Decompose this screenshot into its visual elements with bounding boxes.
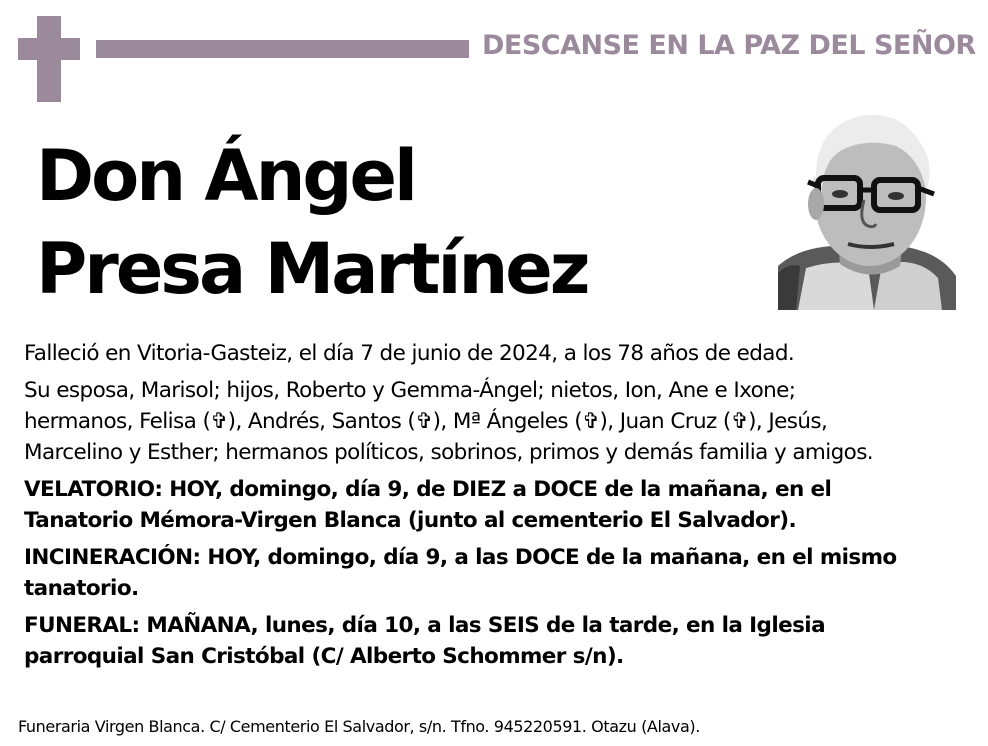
family-paragraph — [24, 375, 964, 468]
deceased-name — [36, 130, 588, 316]
death-notice-text: Falleció en Vitoria-Gasteiz, el día 7 de junio de 2024, a los 78 años de edad. — [24, 341, 795, 366]
funeral-line-1: FUNERAL: MAÑANA, lunes, día 10, a las SEIS de la tarde, en la Iglesia — [24, 613, 825, 638]
funeral-paragraph — [24, 610, 964, 672]
funeral-line-2: parroquial San Cristóbal (C/ Alberto Schommer s/n). — [24, 644, 624, 669]
cremation-line-1: INCINERACIÓN: HOY, domingo, día 9, a las DOCE de la mañana, en el mismo — [24, 545, 897, 570]
header-motto: DESCANSE EN LA PAZ DEL SEÑOR — [482, 30, 976, 61]
wake-line-1: VELATORIO: HOY, domingo, día 9, de DIEZ a DOCE de la mañana, en el — [24, 477, 832, 502]
cremation-paragraph — [24, 542, 964, 604]
family-line-1: Su esposa, Marisol; hijos, Roberto y Gemma-Ángel; nietos, Ion, Ane e Ixone; — [24, 378, 796, 403]
family-line-2: hermanos, Felisa (✞), Andrés, Santos (✞), Mª Ángeles (✞), Juan Cruz (✞), Jesús, — [24, 409, 828, 434]
wake-paragraph — [24, 474, 964, 536]
funeral-home-footer: Funeraria Virgen Blanca. C/ Cementerio El Salvador, s/n. Tfno. 945220591. Otazu (Alava). — [18, 717, 700, 736]
cremation-line-2: tanatorio. — [24, 576, 139, 601]
portrait-illustration — [778, 98, 956, 310]
name-line-2: Presa Martínez — [36, 228, 588, 310]
family-line-3: Marcelino y Esther; hermanos políticos, sobrinos, primos y demás familia y amigos. — [24, 440, 874, 465]
wake-line-2: Tanatorio Mémora-Virgen Blanca (junto al cementerio El Salvador). — [24, 508, 797, 533]
name-line-1: Don Ángel — [36, 135, 415, 217]
obituary-body — [24, 338, 964, 678]
portrait-photo — [778, 98, 956, 310]
cross-horizontal-bar — [18, 38, 80, 60]
death-notice — [24, 338, 964, 369]
header-band — [96, 40, 469, 58]
